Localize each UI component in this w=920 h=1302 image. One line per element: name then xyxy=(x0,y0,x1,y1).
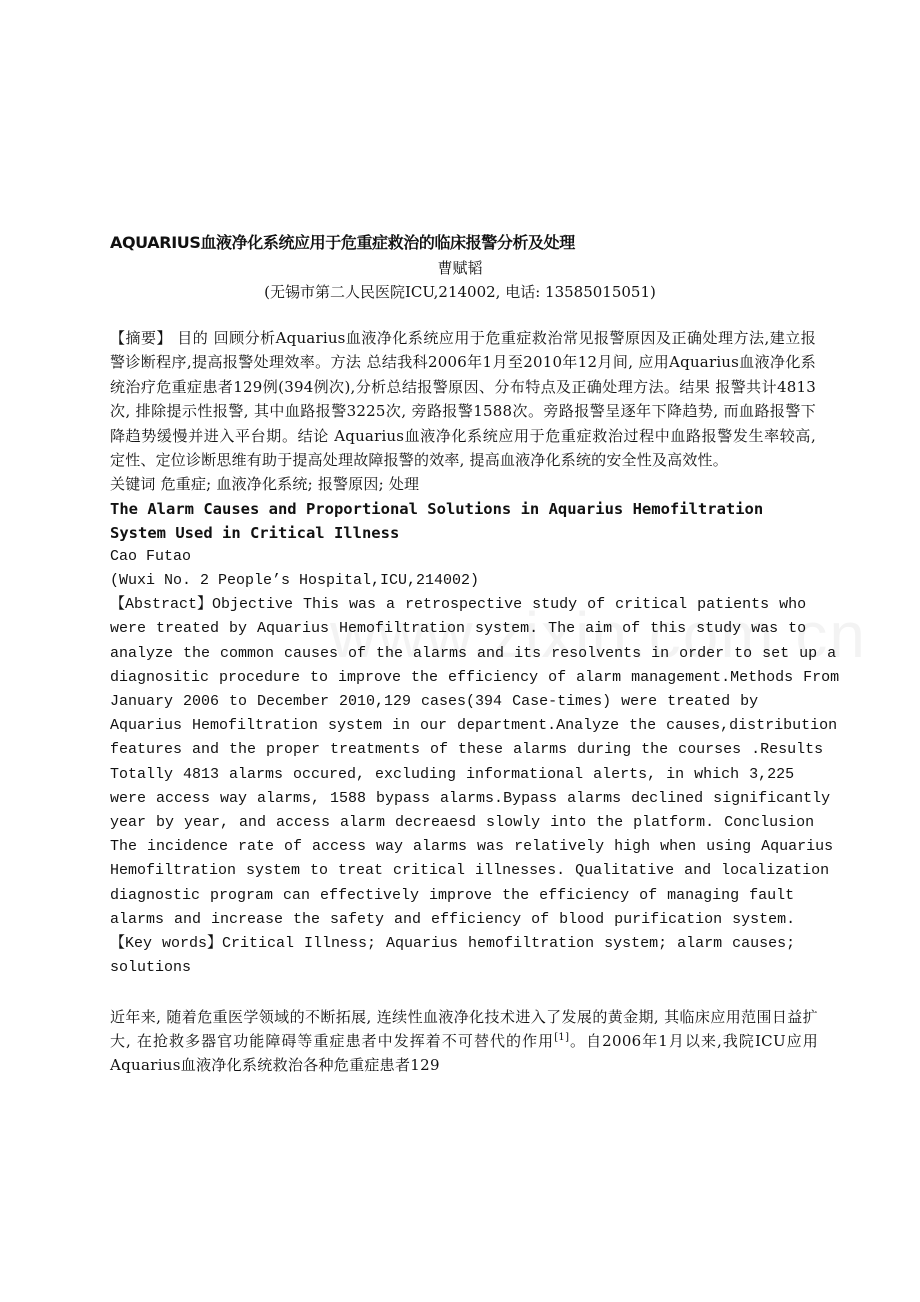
english-keywords-text: Critical Illness; Aquarius hemofiltration system; alarm causes; solutions xyxy=(110,935,796,977)
chinese-keywords-label: 关键词 xyxy=(110,475,156,494)
english-author: Cao Futao xyxy=(110,547,192,565)
english-abstract-text: Objective This was a retrospective study of critical patients who were treated by Aquarius Hemofiltration system. The aim of this study was to analyze the common causes of the alarms and its resolvents in order to set up a diagnositic procedure to improve the efficiency of alarm management.Methods From January 2006 to December 2010,129 cases(394 Case-times) were treated by Aquarius Hemofiltration system in our department.Analyze the causes,distribution features and the proper treatments of these alarms during the courses .Results Totally 4813 alarms occured, excluding informational alerts, in which 3,225 were access way alarms, 1588 bypass alarms.Bypass alarms declined significantly year by year, and access alarm decreaesd slowly into the platform. Conclusion The incidence rate of access way alarms was relatively high when using Aquarius Hemofiltration system to treat critical illnesses. Qualitative and localization diagnostic program can effectively improve the efficiency of managing fault alarms and increase the safety and efficiency of blood purification system. xyxy=(110,596,840,928)
chinese-author: 曹赋韬 xyxy=(437,259,483,277)
english-abstract xyxy=(110,593,840,932)
chinese-keywords xyxy=(110,472,816,496)
english-affiliation: (Wuxi No. 2 People’s Hospital,ICU,214002) xyxy=(110,572,480,590)
english-abstract-label: 【Abstract】 xyxy=(110,596,213,614)
article-body xyxy=(110,230,840,1078)
english-title: The Alarm Causes and Proportional Solutions in Aquarius Hemofiltration System Used in Critical Illness xyxy=(110,499,764,542)
chinese-keywords-text: 危重症; 血液净化系统; 报警原因; 处理 xyxy=(155,475,420,494)
intro-text-part2: 。自2006年1月以来,我院ICU应用Aquarius血液净化系统救治各种危重症患者129 xyxy=(110,1031,818,1075)
paragraph-gap xyxy=(110,981,840,1005)
chinese-title: AQUARIUS血液净化系统应用于危重症救治的临床报警分析及处理 xyxy=(110,233,575,252)
citation-ref-1[interactable]: [1] xyxy=(554,1031,570,1043)
chinese-abstract-text: 目的 回顾分析Aquarius血液净化系统应用于危重症救治常见报警原因及正确处理方法,建立报警诊断程序,提高报警处理效率。方法 总结我科2006年1月至2010年12月间, 应用Aquarius血液净化系统治疗危重症患者129例(394例次),分析总结报警原因、分布特点及正确处理方法。结果 报警共计4813次, 排除提示性报警, 其中血路报警3225次, 旁路报警1588次。旁路报警呈逐年下降趋势, 而血路报警下降趋势缓慢并进入平台期。结论 Aquarius血液净化系统应用于危重症救治过程中血路报警发生率较高, 定性、定位诊断思维有助于提高处理故障报警的效率, 提高血液净化系统的安全性及高效性。 xyxy=(110,329,816,470)
chinese-abstract xyxy=(110,326,816,472)
chinese-abstract-label: 【摘要】 xyxy=(110,329,173,347)
chinese-affiliation: (无锡市第二人民医院ICU,214002, 电话: 13585015051) xyxy=(264,283,656,301)
introduction-paragraph xyxy=(110,1005,818,1078)
intro-text-part1: 近年来, 随着危重医学领域的不断拓展, 连续性血液净化技术进入了发展的黄金期, 其临床应用范围日益扩大, 在抢救多器官功能障碍等重症患者中发挥着不可替代的作用 xyxy=(110,1007,818,1050)
english-keywords-label: 【Key words】 xyxy=(110,935,223,953)
english-keywords xyxy=(110,932,840,980)
